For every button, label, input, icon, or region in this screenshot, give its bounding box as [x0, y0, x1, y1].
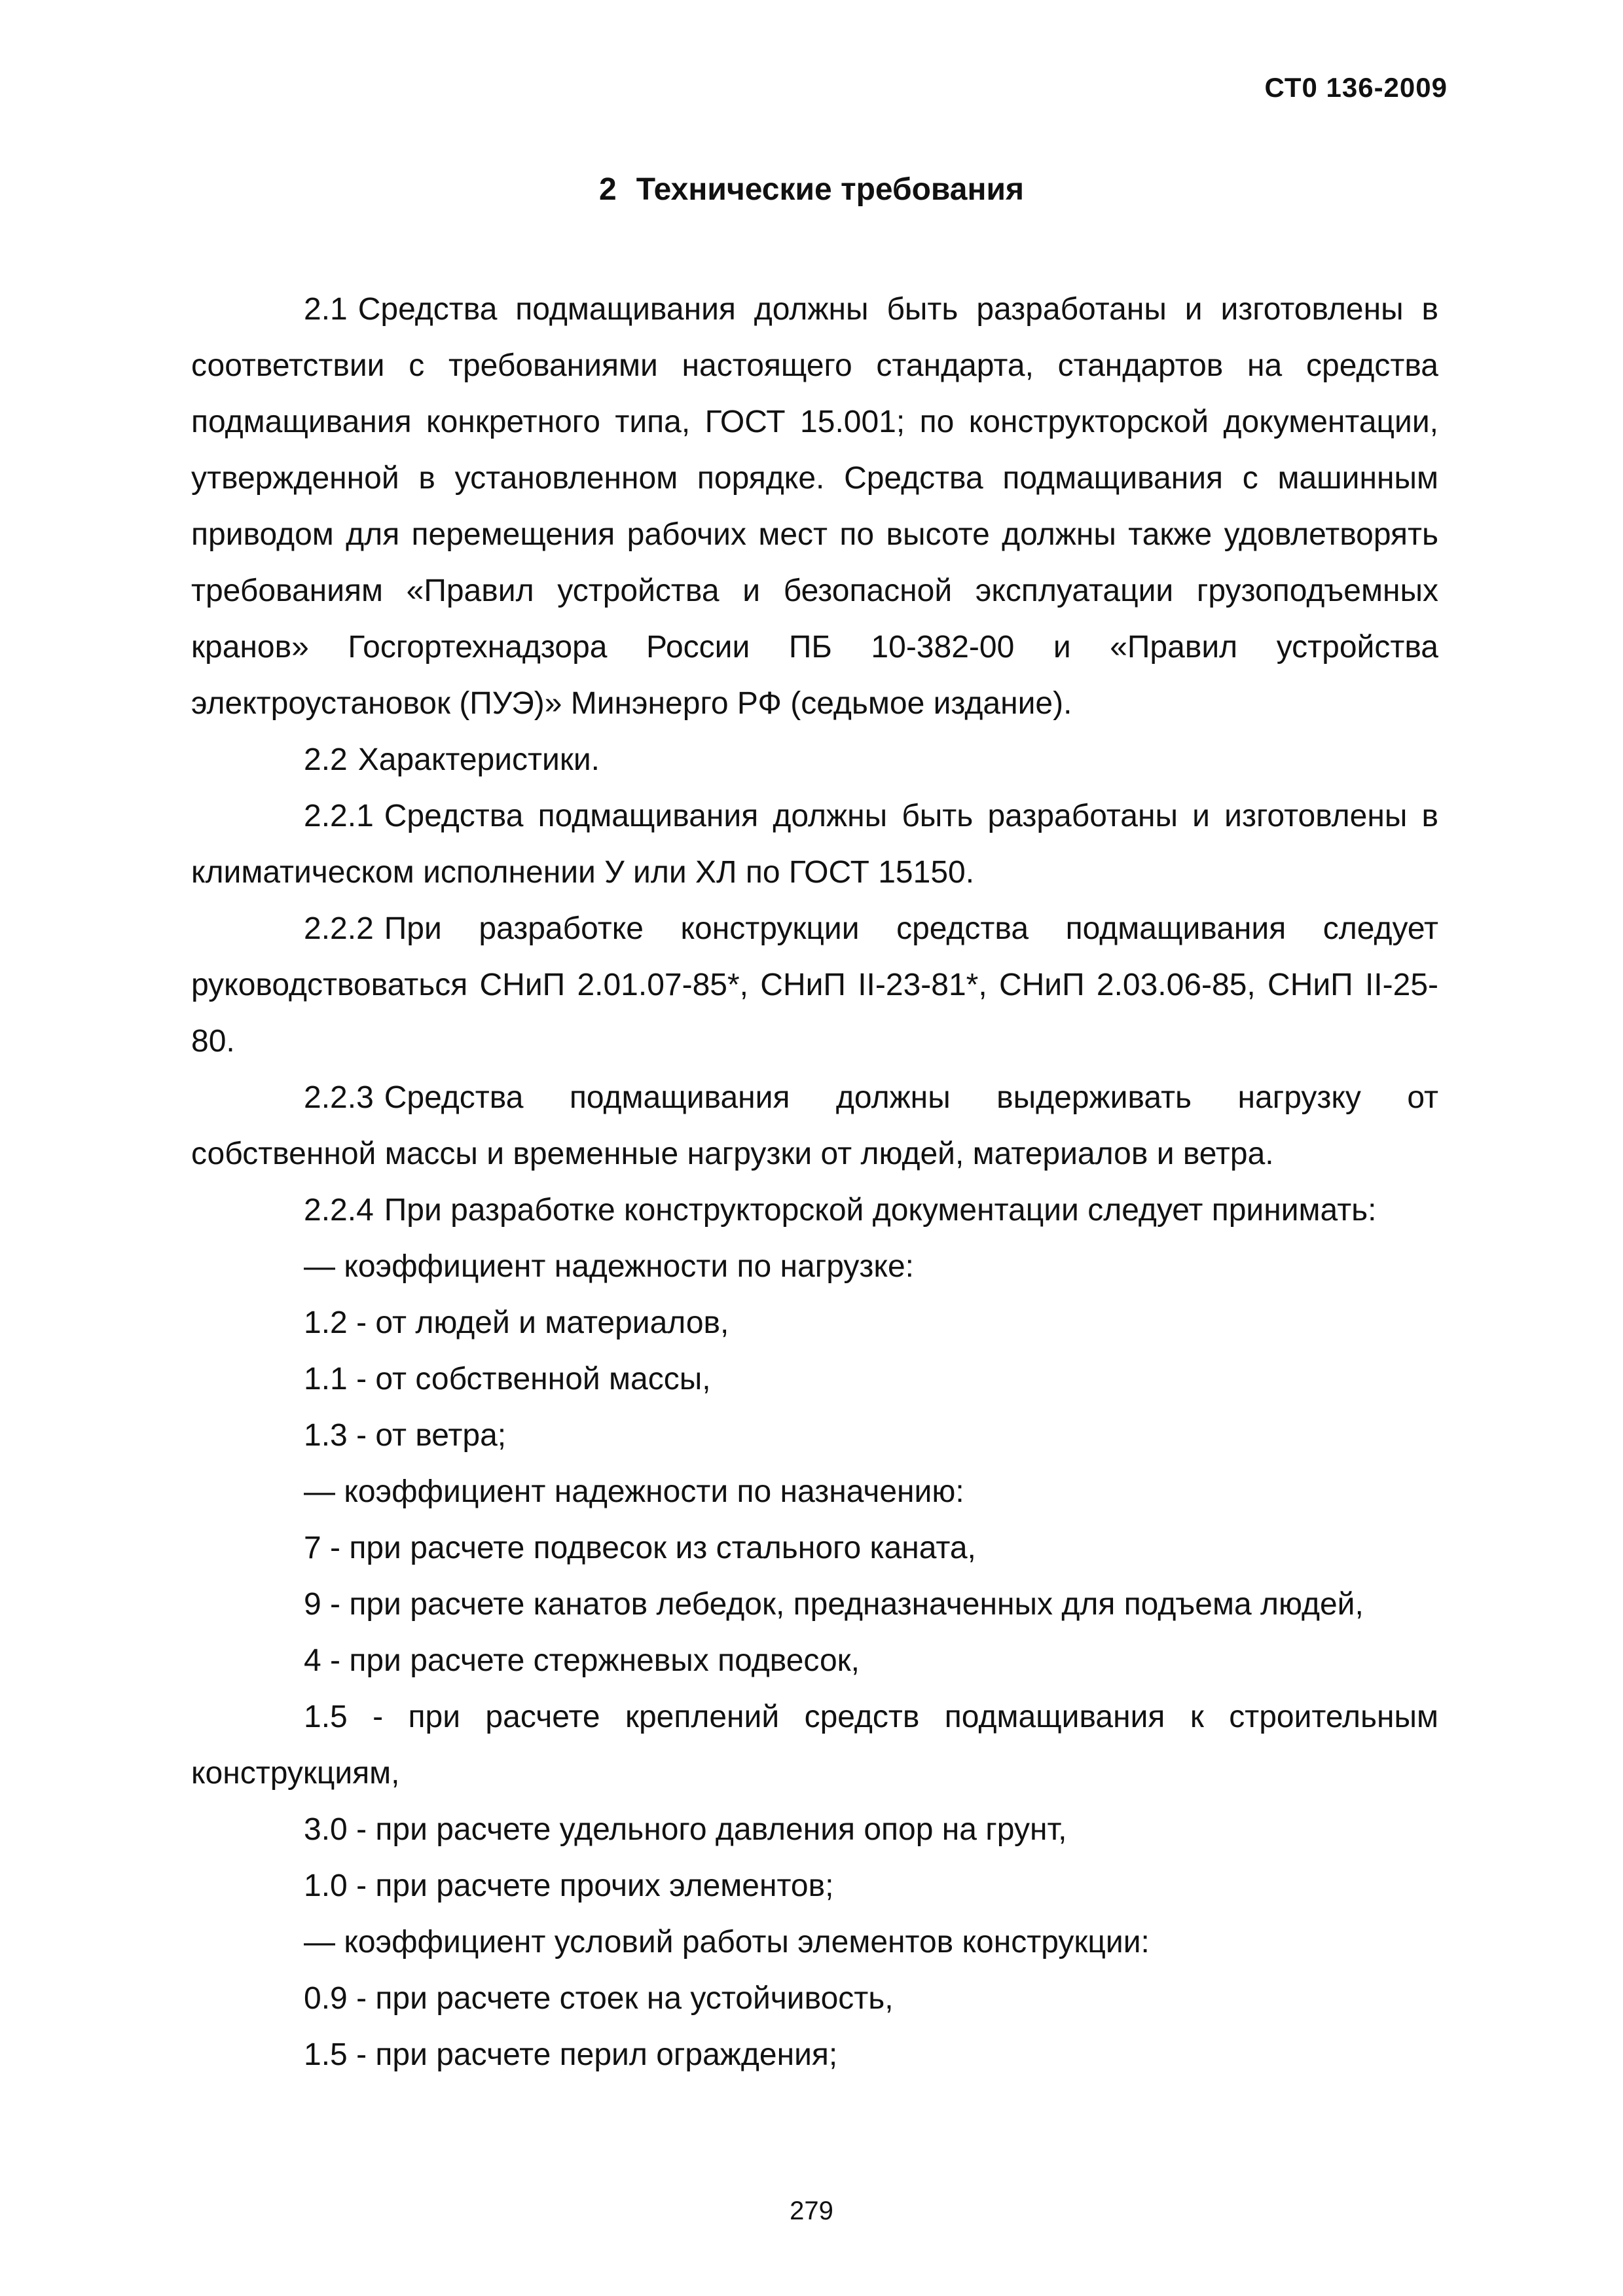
paragraph-text: Средства подмащивания должны быть разработаны и изготовлены в климатическом исполнении У или ХЛ по ГОСТ 15150.: [191, 799, 1438, 890]
document-code: СТ0 136-2009: [1264, 72, 1448, 103]
list-line: 1.1 - от собственной массы,: [304, 1362, 711, 1396]
paragraph-number: 2.2.2: [304, 911, 374, 946]
section-heading: [0, 172, 1623, 208]
paragraph-2-2-1: [191, 788, 1438, 901]
document-body: [191, 282, 1438, 2083]
list-line: 1.5 - при расчете перил ограждения;: [304, 2037, 838, 2072]
paragraph-text: Средства подмащивания должны выдерживать нагрузку от собственной массы и временные нагрузки от людей, материалов и ветра.: [191, 1080, 1438, 1171]
paragraph-2-2-4: [191, 1182, 1438, 1239]
paragraph-number: 2.2: [304, 742, 348, 777]
section-title: Технические требования: [636, 172, 1024, 207]
paragraph-number: 2.2.1: [304, 799, 374, 833]
paragraph-text: При разработке конструкции средства подмащивания следует руководствоваться СНиП 2.01.07-85*, СНиП II-23-81*, СНиП 2.03.06-85, СНиП II-25-80.: [191, 911, 1438, 1059]
paragraph-text: Характеристики.: [357, 742, 600, 777]
list-line: — коэффициент надежности по нагрузке:: [304, 1249, 914, 1284]
page-number: 279: [790, 2196, 833, 2225]
list-paragraph: 1.5 - при расчете креплений средств подмащивания к строительным конструкциям,: [191, 1700, 1438, 1791]
list-line: 1.2 - от людей и материалов,: [304, 1305, 729, 1340]
list-line: 1.3 - от ветра;: [304, 1418, 507, 1453]
list-line: — коэффициент условий работы элементов конструкции:: [304, 1925, 1150, 1959]
list-line: 7 - при расчете подвесок из стального каната,: [304, 1531, 976, 1565]
paragraph-2-2-3: [191, 1070, 1438, 1182]
paragraph-number: 2.2.4: [304, 1193, 374, 1228]
paragraph-2-2-2: [191, 901, 1438, 1070]
paragraph-number: 2.2.3: [304, 1080, 374, 1115]
list-line: 0.9 - при расчете стоек на устойчивость,: [304, 1981, 894, 2016]
list-line: 9 - при расчете канатов лебедок, предназначенных для подъема людей,: [304, 1587, 1364, 1622]
section-number: 2: [598, 172, 617, 207]
list-line: 4 - при расчете стержневых подвесок,: [304, 1643, 860, 1678]
list-line: — коэффициент надежности по назначению:: [304, 1474, 964, 1509]
paragraph-text: При разработке конструкторской документации следует принимать:: [384, 1193, 1377, 1228]
paragraph-text: Средства подмащивания должны быть разработаны и изготовлены в соответствии с требованиями настоящего стандарта, стандартов на средства подмащивания конкретного типа, ГОСТ 15.001; по конструкторской документации, утвержденной в установленном порядке. Средства подмащивания с машинным приводом для перемещения рабочих мест по высоте должны также удовлетворять требованиям «Правил устройства и безопасной эксплуатации грузоподъемных кранов» Госгортехнадзора России ПБ 10-382-00 и «Правил устройства электроустановок (ПУЭ)» Минэнерго РФ (седьмое издание).: [191, 292, 1438, 721]
paragraph-2-2: [191, 732, 1438, 788]
list-line: 1.0 - при расчете прочих элементов;: [304, 1868, 834, 1903]
list-line: 3.0 - при расчете удельного давления опор на грунт,: [304, 1812, 1067, 1847]
paragraph-number: 2.1: [304, 292, 348, 327]
paragraph-2-1: [191, 282, 1438, 732]
